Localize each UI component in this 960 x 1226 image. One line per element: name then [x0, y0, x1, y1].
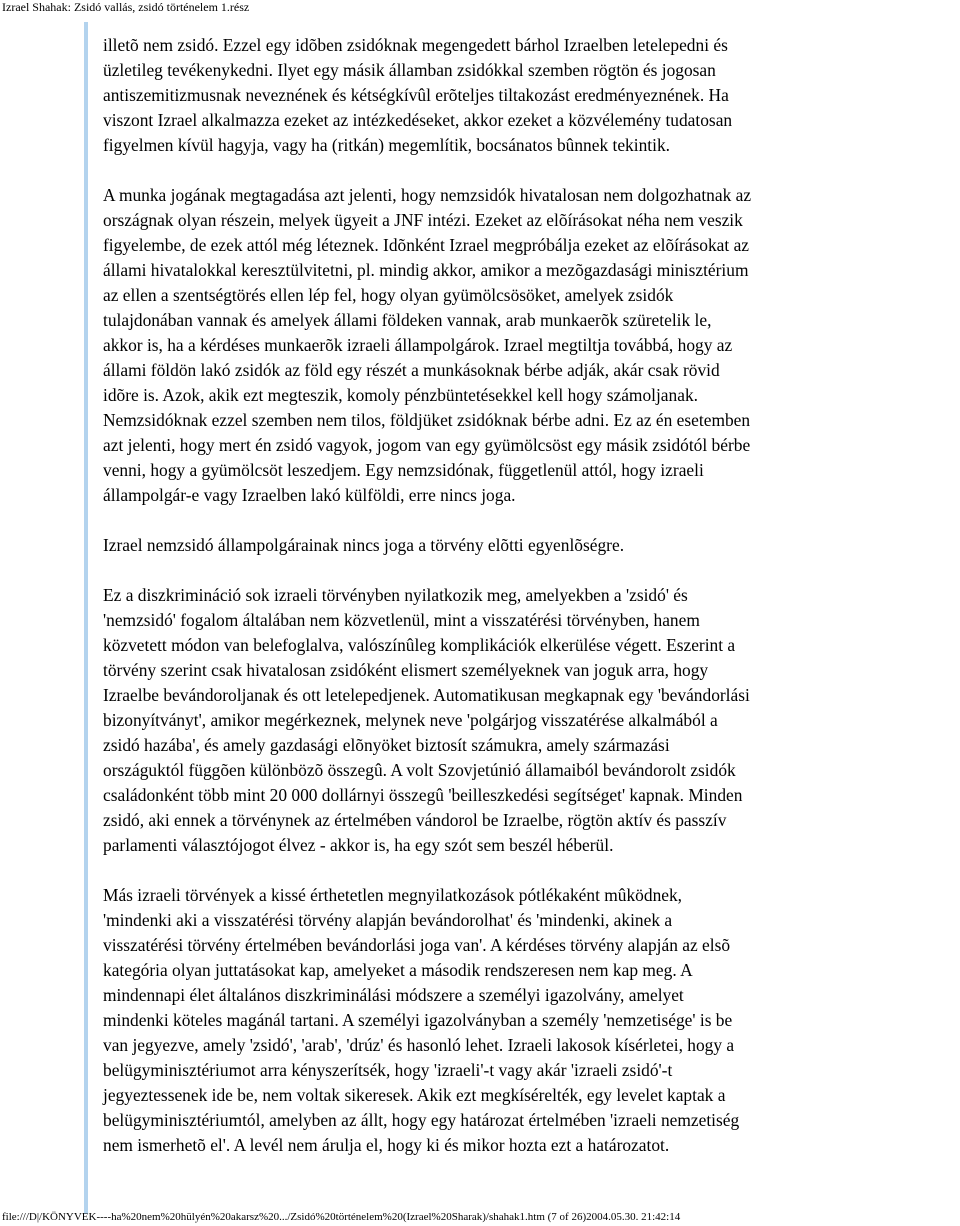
page-header-title: Izrael Shahak: Zsidó vallás, zsidó történelem 1.rész	[2, 0, 250, 14]
page-footer-path: file:///D|/KÖNYVEK----ha%20nem%20hülyén%20akarsz%20.../Zsidó%20történelem%20(Izrael%20Sharak)/shahak1.htm (7 of 26)2004.05.30. 21:42:14	[2, 1211, 681, 1223]
paragraph-2: A munka jogának megtagadása azt jelenti, hogy nemzsidók hivatalosan nem dolgozhatnak az országnak olyan részein, melyek ügyeit a JNF intézi. Ezeket az elõírásokat néha nem veszik figyelembe, de ezek attól még léteznek. Idõnként Izrael megpróbálja ezeket az elõírásokat az állami hivatalokkal keresztülvitetni, pl. mindig akkor, amikor a mezõgazdasági minisztérium az ellen a szentségtörés ellen lép fel, hogy olyan gyümölcsösöket, amelyek zsidók tulajdonában vannak és amelyek állami földeken vannak, arab munkaerõk szüretelik le, akkor is, ha a kérdéses munkaerõk izraeli állampolgárok. Izrael megtiltja továbbá, hogy az állami földön lakó zsidók az föld egy részét a munkásoknak bérbe adják, akár csak rövid idõre is. Azok, akik ezt megteszik, komoly pénzbüntetésekkel kell hogy számoljanak. Nemzsidóknak ezzel szemben nem tilos, földjüket zsidóknak bérbe adni. Ez az én esetemben azt jelenti, hogy mert én zsidó vagyok, jogom van egy gyümölcsöst egy másik zsidótól bérbe venni, hogy a gyümölcsöt leszedjem. Egy nemzsidónak, függetlenül attól, hogy izraeli állampolgár-e vagy Izraelben lakó külföldi, erre nincs joga.	[103, 185, 752, 505]
paragraph-5: Más izraeli törvények a kissé érthetetlen megnyilatkozások pótlékaként mûködnek, 'mindenki aki a visszatérési törvény alapján bevándorolhat' és 'mindenki, akinek a visszatérési törvény értelmében bevándorlási joga van'. A kérdéses törvény alapján az elsõ kategória olyan juttatásokat kap, amelyeket a második rendszeresen nem kap meg. A mindennapi élet általános diszkriminálási módszere a személyi igazolvány, amelyet mindenki köteles magánál tartani. A személyi igazolványban a személy 'nemzetisége' is be van jegyezve, amely 'zsidó', 'arab', 'drúz' és hasonló lehet. Izraeli lakosok kísérletei, hogy a belügyminisztériumot arra kényszerítsék, hogy 'izraeli'-t vagy akár 'izraeli zsidó'-t jegyeztessenek ide be, nem voltak sikeresek. Akik ezt megkísérelték, egy levelet kaptak a belügyminisztériumtól, amelyben az állt, hogy egy határozat értelmében 'izraeli nemzetiség nem ismerhetõ el'. A levél nem árulja el, hogy ki és mikor hozta ezt a határozatot.	[103, 885, 740, 1155]
paragraph-3: Izrael nemzsidó állampolgárainak nincs joga a törvény elõtti egyenlõségre.	[103, 535, 625, 555]
paragraph-4: Ez a diszkrimináció sok izraeli törvényben nyilatkozik meg, amelyekben a 'zsidó' és 'nemzsidó' fogalom általában nem közvetlenül, mint a visszatérési törvényben, hanem közvetett módon van belefoglalva, valószínûleg komplikációk elkerülése végett. Eszerint a törvény szerint csak hivatalosan zsidóként elismert személyeknek van joguk arra, hogy Izraelbe bevándoroljanak és ott letelepedjenek. Automatikusan megkapnak egy 'bevándorlási bizonyítványt', amikor megérkeznek, melynek neve 'polgárjog visszatérése alkalmából a zsidó hazába', és amely gazdasági elõnyöket biztosít számukra, amely származási országuktól függõen különbözõ összegû. A volt Szovjetúnió államaiból bevándorolt zsidók családonként több mint 20 000 dollárnyi összegû 'beilleszkedési segítséget' kapnak. Minden zsidó, aki ennek a törvénynek az értelmében vándorol be Izraelbe, rögtön aktív és passzív parlamenti választójogot élvez - akkor is, ha egy szót sem beszél héberül.	[103, 585, 750, 855]
paragraph-1: illetõ nem zsidó. Ezzel egy idõben zsidóknak megengedett bárhol Izraelben letelepedni és üzletileg tevékenykedni. Ilyet egy másik államban zsidókkal szemben rögtön és jogosan antiszemitizmusnak neveznének és kétségkívûl erõteljes tiltakozást eredményeznének. Ha viszont Izrael alkalmazza ezeket az intézkedéseket, akkor ezeket a közvélemény tudatosan figyelmen kívül hagyja, vagy ha (ritkán) megemlítik, bocsánatos bûnnek tekintik.	[103, 35, 733, 155]
article-body	[103, 33, 881, 1183]
